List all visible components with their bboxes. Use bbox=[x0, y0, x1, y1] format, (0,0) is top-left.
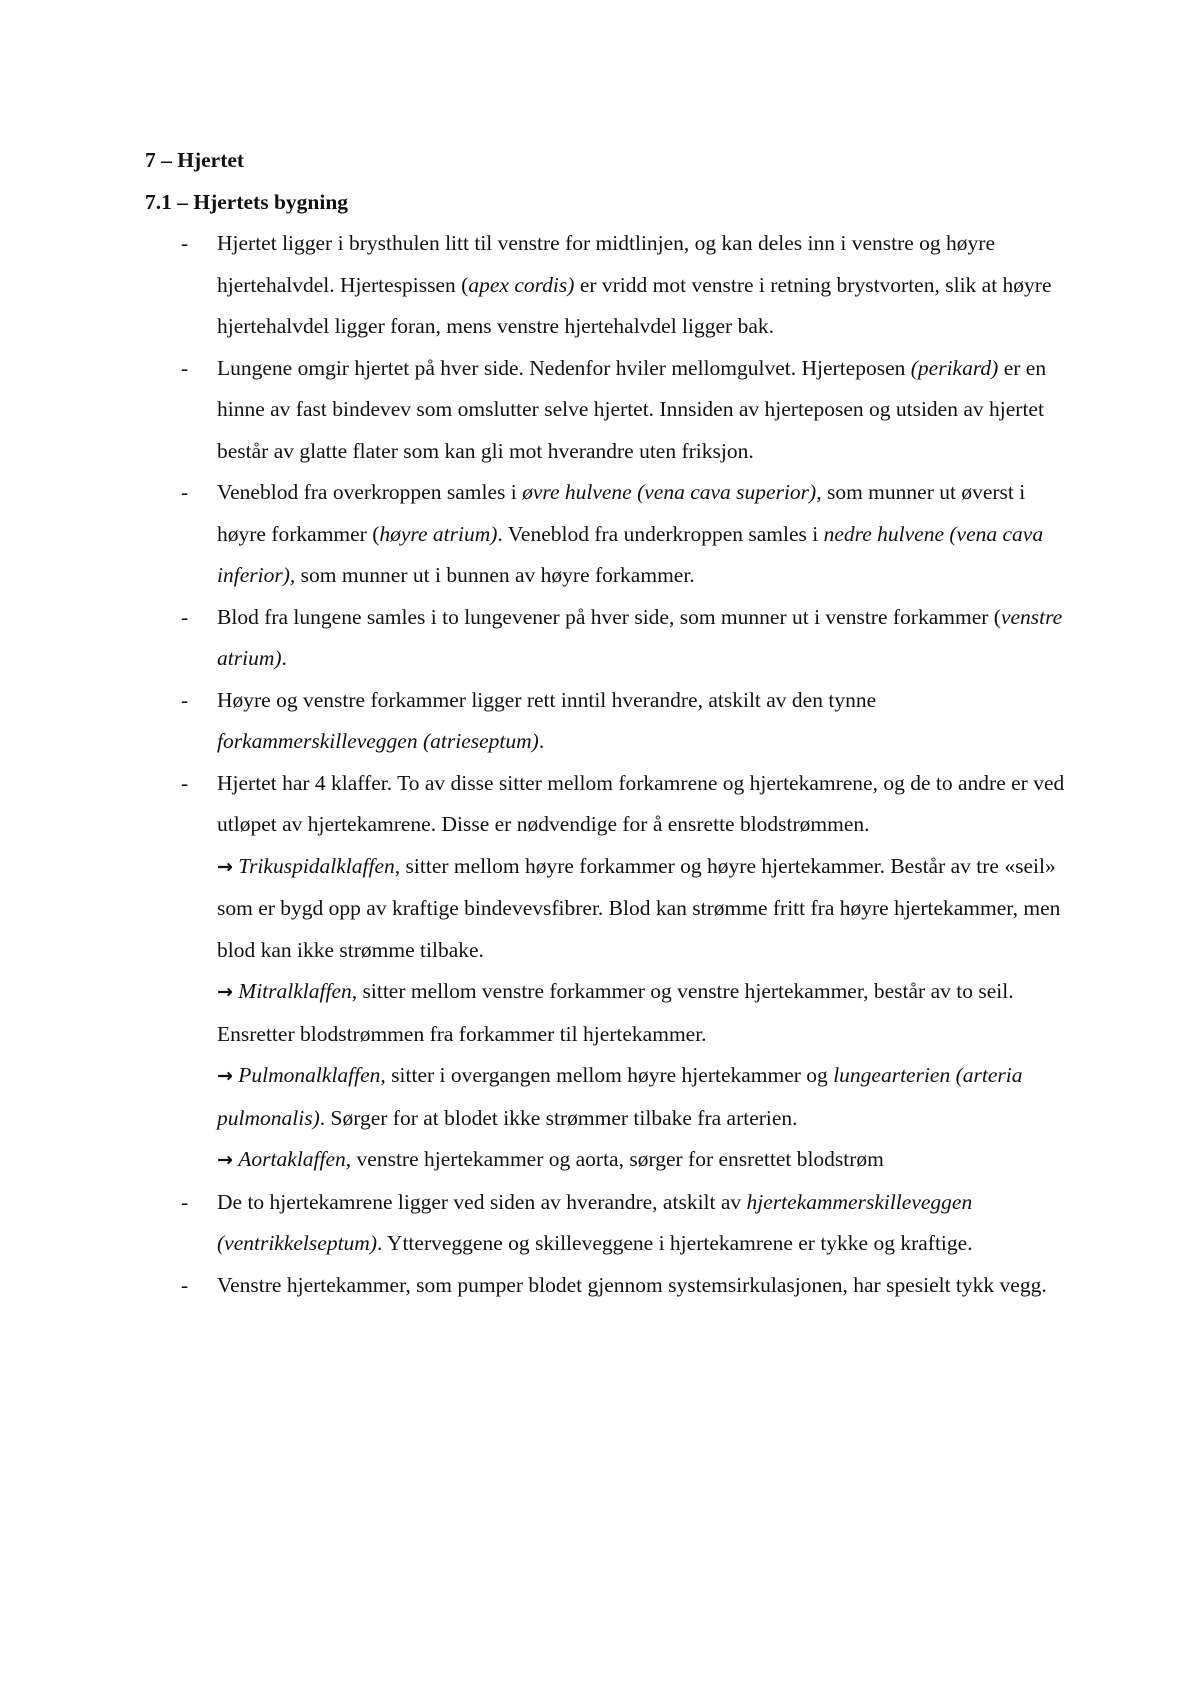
text-segment: som munner ut øverst i høyre forkammer ( bbox=[217, 480, 1026, 546]
text-segment: Veneblod fra overkroppen samles i bbox=[217, 480, 523, 504]
italic-term: forkammerskilleveggen (atrieseptum) bbox=[217, 729, 539, 753]
bullet-dash: - bbox=[181, 1272, 189, 1297]
list-item bbox=[145, 472, 1075, 597]
italic-term: venstre atrium) bbox=[217, 604, 1063, 670]
italic-term: høyre atrium) bbox=[379, 521, 498, 546]
text-segment: Lungene omgir hjertet på hver side. Nedenfor hviler mellomgulvet. Hjerteposen bbox=[217, 355, 911, 380]
list-item bbox=[145, 763, 1075, 1182]
text-segment: er en hinne av fast bindevev som omslutter selve hjertet. Innsiden av hjerteposen og utsiden av hjertet består av glatte flater som kan gli mot hverandre uten friksjon. bbox=[217, 355, 1047, 463]
document-content bbox=[145, 140, 1075, 1306]
valve-sub-item bbox=[217, 1139, 1075, 1182]
italic-term: (perikard) bbox=[910, 355, 999, 380]
text-segment: sitter mellom høyre forkammer og høyre hjertekammer. Består av tre «seil» som er bygd opp av kraftige bindevevsfibrer. Blod kan strømme fritt fra høyre hjertekammer, men blod kan ikke strømme tilbake. bbox=[217, 853, 1061, 962]
text-segment: . bbox=[538, 729, 545, 753]
list-item bbox=[145, 597, 1075, 680]
italic-term: Mitralklaffen, bbox=[238, 979, 358, 1003]
bullet-dash: - bbox=[181, 687, 189, 712]
text-segment: er vridd mot venstre i retning brystvorten, slik at høyre hjertehalvdel ligger foran, mens venstre hjertehalvdel ligger bak. bbox=[217, 272, 1052, 338]
italic-term: hjertekammerskilleveggen (ventrikkelseptum) bbox=[217, 1189, 973, 1255]
text-segment: Høyre og venstre forkammer ligger rett inntil hverandre, atskilt av den tynne bbox=[217, 687, 877, 712]
bullet-dash: - bbox=[181, 231, 189, 255]
text-segment: Hjertet har 4 klaffer. To av disse sitter mellom forkamrene og hjertekamrene, og de to andre er ved utløpet av hjertekamrene. Disse er nødvendige for å ensrette blodstrømmen. bbox=[217, 770, 1065, 836]
chapter-title: 7 – Hjertet bbox=[145, 148, 245, 172]
text-segment: Venstre hjertekammer, som pumper blodet gjennom systemsirkulasjonen, har spesielt tykk vegg. bbox=[217, 1272, 1047, 1297]
text-segment: . Ytterveggene og skilleveggene i hjertekamrene er tykke og kraftige. bbox=[376, 1231, 973, 1255]
list-item bbox=[145, 223, 1075, 348]
text-segment: venstre hjertekammer og aorta, sørger for ensrettet blodstrøm bbox=[351, 1147, 884, 1171]
text-segment: som munner ut i bunnen av høyre forkammer. bbox=[295, 563, 695, 587]
arrow-right-icon: → bbox=[217, 855, 233, 878]
list-item bbox=[145, 1182, 1075, 1265]
arrow-right-icon: → bbox=[217, 981, 233, 1003]
list-item bbox=[145, 1265, 1075, 1307]
valve-sub-item bbox=[217, 971, 1075, 1055]
arrow-right-icon: → bbox=[217, 1065, 233, 1087]
text-segment: . Veneblod fra underkroppen samles i bbox=[497, 521, 824, 546]
list-item bbox=[145, 680, 1075, 763]
valve-sub-item bbox=[217, 846, 1075, 972]
section-title: 7.1 – Hjertets bygning bbox=[145, 189, 349, 214]
bullet-dash: - bbox=[181, 770, 189, 795]
italic-term: apex cordis) bbox=[468, 272, 575, 297]
valve-sub-item bbox=[217, 1055, 1075, 1139]
italic-term: nedre hulvene (vena cava inferior), bbox=[217, 521, 1044, 587]
bullet-dash: - bbox=[181, 604, 189, 629]
text-segment: sitter mellom venstre forkammer og venstre hjertekammer, består av to seil. Ensretter blodstrømmen fra forkammer til hjertekammer. bbox=[217, 979, 1014, 1046]
italic-term: Aortaklaffen, bbox=[238, 1147, 352, 1171]
text-segment: Hjertet ligger i brysthulen litt til venstre for midtlinjen, og kan deles inn i venstre og høyre hjertehalvdel. Hjertespissen ( bbox=[217, 231, 996, 297]
italic-term: Trikuspidalklaffen, bbox=[238, 853, 401, 878]
arrow-right-icon: → bbox=[217, 1149, 233, 1171]
bullet-dash: - bbox=[181, 480, 189, 504]
text-segment: De to hjertekamrene ligger ved siden av hverandre, atskilt av bbox=[217, 1189, 747, 1214]
italic-term: lungearterien (arteria pulmonalis) bbox=[217, 1063, 1023, 1130]
italic-term: Pulmonalklaffen, bbox=[238, 1063, 386, 1087]
text-segment: Blod fra lungene samles i to lungevener på hver side, som munner ut i venstre forkammer ( bbox=[217, 604, 1001, 629]
bullet-dash: - bbox=[181, 1189, 189, 1214]
list-item bbox=[145, 348, 1075, 473]
text-segment: . bbox=[281, 646, 287, 670]
italic-term: øvre hulvene (vena cava superior), bbox=[522, 480, 822, 504]
bullet-dash: - bbox=[181, 355, 189, 380]
bullet-list bbox=[145, 223, 1075, 1306]
text-segment: sitter i overgangen mellom høyre hjertekammer og bbox=[385, 1063, 834, 1087]
text-segment: . Sørger for at blodet ikke strømmer tilbake fra arterien. bbox=[319, 1105, 798, 1130]
